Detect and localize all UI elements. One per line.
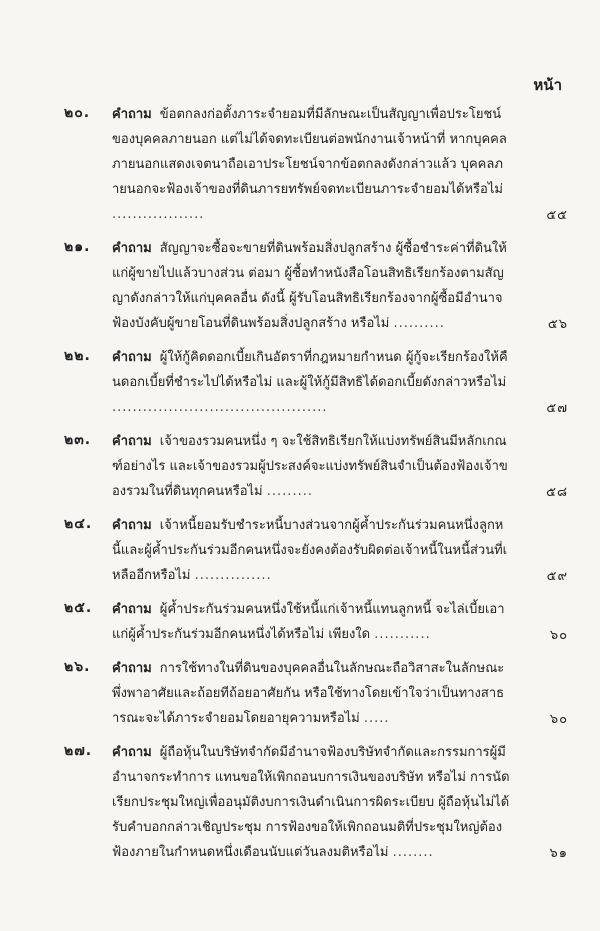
entry-keyword: คำถาม [112, 518, 152, 533]
entry-body [112, 236, 510, 336]
leader-dots: .................. [112, 207, 205, 222]
entry-keyword: คำถาม [112, 107, 152, 122]
entry-text: การใช้ทางในที่ดินของบุคคลอื่นในลักษณะถือวิสาสะในลักษณะพึ่งพาอาศัยและถ้อยทีถ้อยอาศัยกัน หรือใช้ทางโดยเข้าใจว่าเป็นทางสาธารณะจะได้ภาระจำยอมโดยอายุความหรือไม่ [112, 661, 505, 726]
entry-keyword: คำถาม [112, 241, 152, 256]
toc-entry [0, 429, 600, 504]
leader-dots: ............... [194, 568, 272, 583]
entry-page: ๖๐ [549, 712, 568, 727]
entry-number: ๒๒. [64, 348, 91, 364]
entry-page: ๖๐ [549, 628, 568, 643]
toc-entry [0, 597, 600, 647]
entry-page: ๕๘ [546, 485, 568, 500]
entry-page: ๖๑ [549, 846, 568, 861]
toc-entry [0, 656, 600, 731]
entry-text: สัญญาจะซื้อจะขายที่ดินพร้อมสิ่งปลูกสร้าง ผู้ซื้อชำระค่าที่ดินให้แก่ผู้ขายไปแล้วบางส่วน ต่อมา ผู้ซื้อทำหนังสือโอนสิทธิเรียกร้องตามสัญญาดังกล่าวให้แก่บุคคลอื่น ดังนี้ ผู้รับโอนสิทธิเรียกร้องจากผู้ซื้อมีอำนาจฟ้องบังคับผู้ขายโอนที่ดินพร้อมสิ่งปลูกสร้าง หรือไม่ [112, 241, 507, 331]
entry-keyword: คำถาม [112, 434, 152, 449]
toc-entries [0, 102, 600, 874]
toc-entry [0, 102, 600, 227]
entry-body [112, 597, 510, 647]
entry-number: ๒๓. [64, 432, 92, 448]
entry-body [112, 740, 510, 865]
entry-number: ๒๔. [64, 516, 93, 532]
entry-page: ๕๗ [546, 401, 568, 416]
entry-page: ๕๙ [546, 569, 568, 584]
toc-entry [0, 345, 600, 420]
entry-number: ๒๕. [64, 600, 93, 616]
entry-text: ข้อตกลงก่อตั้งภาระจำยอมที่มีลักษณะเป็นสัญญาเพื่อประโยชน์ของบุคคลภายนอก แต่ไม่ได้จดทะเบียนต่อพนักงานเจ้าหน้าที่ หากบุคคลภายนอกแสดงเจตนาถือเอาประโยชน์จากข้อตกลงดังกล่าวแล้ว บุคคลภายนอกจะฟ้องเจ้าของที่ดินภารยทรัพย์จดทะเบียนภาระจำยอมได้หรือไม่ [112, 107, 507, 197]
entry-body [112, 345, 510, 420]
entry-body [112, 429, 510, 504]
entry-keyword: คำถาม [112, 745, 152, 760]
entry-keyword: คำถาม [112, 602, 152, 617]
entry-body [112, 102, 510, 227]
entry-keyword: คำถาม [112, 661, 152, 676]
entry-text: เจ้าของรวมคนหนึ่ง ๆ จะใช้สิทธิเรียกให้แบ่งทรัพย์สินมีหลักเกณฑ์อย่างไร และเจ้าของรวมผู้ประสงค์จะแบ่งทรัพย์สินจำเป็นต้องฟ้องเจ้าของรวมในที่ดินทุกคนหรือไม่ [112, 434, 508, 499]
entry-number: ๒๑. [64, 239, 91, 255]
leader-dots: ........ [392, 845, 434, 860]
leader-dots: ..... [363, 711, 390, 726]
leader-dots: .......................................... [112, 400, 328, 415]
entry-number: ๒๖. [64, 659, 91, 675]
entry-text: ผู้ค้ำประกันร่วมคนหนึ่งใช้หนี้แก่เจ้าหนี้แทนลูกหนี้ จะไล่เบี้ยเอาแก่ผู้ค้ำประกันร่วมอีกคนหนึ่งได้หรือไม่ เพียงใด [112, 602, 505, 642]
entry-body [112, 513, 510, 588]
entry-text: ผู้ให้กู้คิดดอกเบี้ยเกินอัตราที่กฎหมายกำหนด ผู้กู้จะเรียกร้องให้คืนดอกเบี้ยที่ชำระไปได้หรือไม่ และผู้ให้กู้มีสิทธิได้ดอกเบี้ยดังกล่าวหรือไม่ [112, 350, 508, 390]
entry-text: เจ้าหนี้ยอมรับชำระหนี้บางส่วนจากผู้ค้ำประกันร่วมคนหนึ่งลูกหนี้และผู้ค้ำประกันร่วมอีกคนหนึ่งจะยังคงต้องรับผิดต่อเจ้าหนี้ในหนี้ส่วนที่เหลืออีกหรือไม่ [112, 518, 508, 583]
entry-body [112, 656, 510, 731]
page-column-header: หน้า [533, 76, 562, 94]
leader-dots: ........... [374, 627, 431, 642]
leader-dots: ......... [266, 484, 313, 499]
entry-text: ผู้ถือหุ้นในบริษัทจำกัดมีอำนาจฟ้องบริษัทจำกัดและกรรมการผู้มีอำนาจกระทำการ แทนขอให้เพิกถอนบการเงินของบริษัท หรือไม่ การนัดเรียกประชุมใหญ่เพื่ออนุมัติงบการเงินดำเนินการผิดระเบียบ ผู้ถือหุ้นไม่ได้รับคำบอกกล่าวเชิญประชุม การฟ้องขอให้เพิกถอนมติที่ประชุมใหญ่ต้องฟ้องภายในกำหนดหนึ่งเดือนนับแต่วันลงมติหรือไม่ [112, 745, 510, 860]
leader-dots: .......... [393, 316, 445, 331]
toc-entry [0, 236, 600, 336]
toc-entry [0, 740, 600, 865]
toc-entry [0, 513, 600, 588]
entry-page: ๕๖ [547, 317, 568, 332]
entry-keyword: คำถาม [112, 350, 152, 365]
entry-number: ๒๗. [64, 743, 93, 759]
entry-page: ๕๕ [546, 208, 568, 223]
entry-number: ๒๐. [64, 105, 91, 121]
